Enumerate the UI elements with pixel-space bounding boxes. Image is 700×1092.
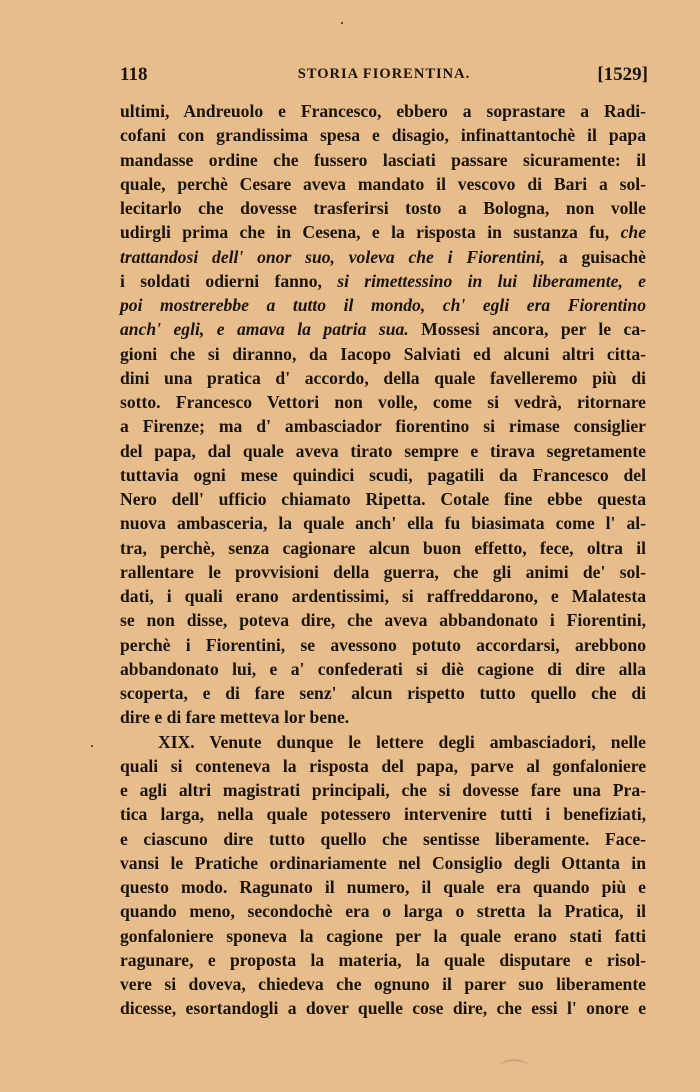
text-line <box>120 536 646 560</box>
text-line <box>120 414 646 438</box>
text-segment: quando meno, secondochè era o larga o stretta la Pratica, il <box>120 901 646 922</box>
text-line <box>120 220 646 244</box>
text-segment: dicesse, esortandogli a dover quelle cose dire, che essi l' onore e <box>120 998 646 1019</box>
text-line <box>120 754 646 778</box>
text-line <box>120 317 646 341</box>
text-line <box>120 924 646 948</box>
running-title: STORIA FIORENTINA. <box>297 66 471 82</box>
text-line <box>120 99 646 123</box>
text-segment: lecitarlo che dovesse trasferirsi tosto a Bologna, non volle <box>120 198 646 218</box>
text-segment: Mossesi ancora, per le ca- <box>408 319 646 340</box>
text-line <box>120 827 646 851</box>
text-segment: nuova ambasceria, la quale anch' ella fu biasimata come l' al- <box>120 513 646 534</box>
text-segment: gioni che si diranno, da Iacopo Salviati ed alcuni altri citta- <box>120 343 646 364</box>
text-segment: dati, i quali erano ardentissimi, si raffreddarono, e Malatesta <box>120 586 646 606</box>
text-segment: quale, perchè Cesare aveva mandato il vescovo di Bari a sol- <box>120 173 646 194</box>
text-line <box>120 608 646 632</box>
italic-text-segment: si rimettessino in lui liberamente, e <box>337 270 646 291</box>
text-line <box>120 802 646 826</box>
italic-text-segment: che <box>620 222 646 243</box>
text-segment: del papa, dal quale aveva tirato sempre e tirava segretamente <box>120 440 646 461</box>
text-line <box>120 342 646 366</box>
text-segment: quali si conteneva la risposta del papa, parve al gonfaloniere <box>120 755 646 776</box>
text-segment: Nero dell' ufficio chiamato Ripetta. Cotale fine ebbe questa <box>120 489 646 509</box>
text-segment: abbandonato lui, e a' confederati si diè cagione di dire alla <box>120 658 646 679</box>
italic-text-segment: poi mostrerebbe a tutto il mondo, ch' egli era Fiorentino <box>120 295 646 315</box>
text-segment: i soldati odierni fanno, <box>120 270 338 291</box>
text-segment: scoperta, e di fare senz' alcun rispetto tutto quello che di <box>120 683 646 703</box>
text-segment: questo modo. Ragunato il numero, il quale era quando più e <box>120 877 646 897</box>
text-segment: a Firenze; ma d' ambasciador fiorentino si rimase consiglier <box>120 416 646 437</box>
italic-text-segment: trattandosi dell' onor suo, voleva che i Fiorentini, <box>120 246 546 267</box>
ink-speck <box>91 745 93 747</box>
text-line <box>120 851 646 875</box>
text-segment: vere si doveva, chiedeva che ognuno il parer suo liberamente <box>120 974 646 994</box>
body-text <box>120 99 646 1021</box>
text-segment: vansi le Pratiche ordinariamente nel Consiglio degli Ottanta in <box>120 852 646 873</box>
text-line <box>120 245 646 269</box>
text-line <box>120 123 646 147</box>
text-segment: a guisachè <box>545 246 646 267</box>
page-number: 118 <box>120 64 148 85</box>
text-segment: mandasse ordine che fussero lasciati passare sicuramente: il <box>120 149 646 170</box>
text-segment: perchè i Fiorentini, se avessono potuto accordarsi, arebbono <box>120 634 646 655</box>
text-line <box>120 705 646 729</box>
text-line <box>120 560 646 584</box>
text-segment: rallentare le provvisioni della guerra, che gli animi de' sol- <box>120 561 646 582</box>
text-segment: gonfaloniere sponeva la cagione per la quale erano stati fatti <box>120 925 646 946</box>
text-segment: XIX. Venute dunque le lettere degli ambasciadori, nelle <box>158 731 646 752</box>
text-segment: tra, perchè, senza cagionare alcun buon effetto, fece, oltra il <box>120 537 646 558</box>
text-segment: cofani con grandissima spesa e disagio, infinattantochè il papa <box>120 125 646 146</box>
text-line <box>120 390 646 414</box>
text-segment: tuttavia ogni mese quindici scudi, pagatili da Francesco del <box>120 464 646 485</box>
text-line <box>120 463 646 487</box>
italic-text-segment: anch' egli, e amava la patria sua. <box>120 319 409 340</box>
text-line <box>120 269 646 293</box>
watermark-fragment: ⌒ <box>500 1057 529 1090</box>
text-line <box>120 996 646 1020</box>
text-line <box>120 366 646 390</box>
ink-speck <box>341 22 343 24</box>
text-line <box>120 293 646 317</box>
text-segment: dire e di fare metteva lor bene. <box>120 707 350 728</box>
text-line <box>120 584 646 608</box>
text-segment: se non disse, poteva dire, che aveva abbandonato i Fiorentini, <box>120 610 646 631</box>
text-line <box>120 657 646 681</box>
text-line <box>120 681 646 705</box>
text-line <box>120 972 646 996</box>
text-line <box>120 778 646 802</box>
text-line <box>120 511 646 535</box>
text-line <box>120 196 646 220</box>
text-line <box>120 439 646 463</box>
text-line <box>120 875 646 899</box>
text-segment: udirgli prima che in Cesena, e la risposta in sustanza fu, <box>120 222 621 243</box>
text-line <box>120 148 646 172</box>
text-line <box>120 948 646 972</box>
text-segment: sotto. Francesco Vettori non volle, come si vedrà, ritornare <box>120 392 646 412</box>
text-line <box>120 487 646 511</box>
text-segment: ragunare, e proposta la materia, la quale disputare e risol- <box>120 949 646 970</box>
text-line <box>120 899 646 923</box>
text-segment: dini una pratica d' accordo, della quale favelleremo più di <box>120 367 646 388</box>
page-header <box>120 64 648 90</box>
text-segment: ultimi, Andreuolo e Francesco, ebbero a soprastare a Radi- <box>120 101 646 121</box>
text-segment: e ciascuno dire tutto quello che sentisse liberamente. Face- <box>120 828 646 849</box>
year-marker: [1529] <box>597 64 648 85</box>
text-line <box>120 633 646 657</box>
text-line <box>120 730 646 754</box>
text-segment: tica larga, nella quale potessero intervenire tutti i benefiziati, <box>120 804 646 825</box>
text-line <box>120 172 646 196</box>
text-segment: e agli altri magistrati principali, che si dovesse fare una Pra- <box>120 780 646 800</box>
